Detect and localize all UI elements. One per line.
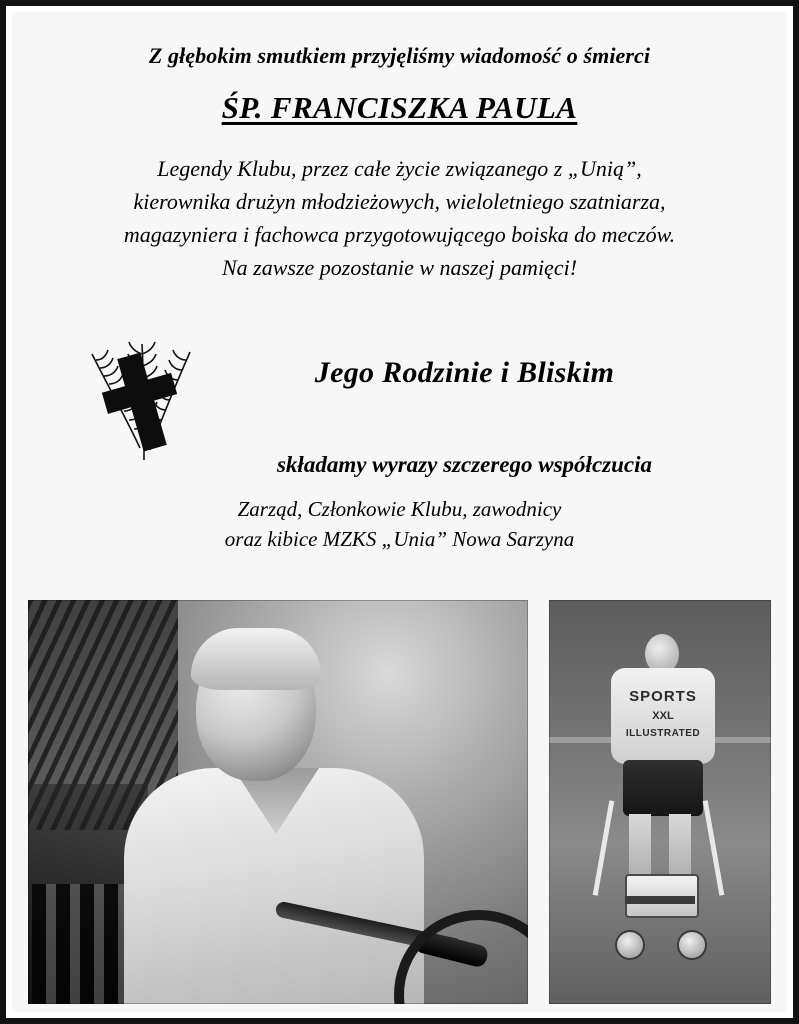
photo-man-line-marker [549, 600, 771, 1004]
notice-text-area [12, 12, 787, 568]
photo-right-machine-strip [625, 896, 695, 904]
condolence-sub-line: składamy wyrazy szczerego współczucia [276, 451, 652, 477]
bio-line-2: kierownika drużyn młodzieżowych, wieloletniego szatniarza, [133, 188, 666, 214]
notice-inner [12, 12, 787, 1012]
photo-right-shorts [623, 760, 703, 816]
photo-left-hair [191, 628, 321, 690]
bio-line-4: Na zawsze pozostanie w naszej pamięci! [221, 254, 578, 280]
photo-right-shirt-text-1: SPORTS [629, 688, 697, 705]
signature-line-1: Zarząd, Członkowie Klubu, zawodnicy [237, 496, 562, 521]
photo-right-machine-wheel-right [677, 930, 707, 960]
signature-line-2: oraz kibice MZKS „Unia” Nowa Sarzyna [224, 526, 575, 551]
photo-left-bicycle [274, 892, 524, 1004]
photo-man-seated [28, 600, 528, 1004]
condolence-text-wrap [196, 344, 733, 478]
photo-right-shirt-text-2: XXL [652, 710, 674, 722]
signature-block [46, 494, 753, 555]
photo-right-machine-wheel-left [615, 930, 645, 960]
announcement-line: Z głębokim smutkiem przyjęliśmy wiadomość o śmierci [148, 43, 651, 68]
condolence-main-line: Jego Rodzinie i Bliskim [314, 355, 615, 389]
bio-line-3: magazyniera i fachowca przygotowującego boiska do meczów. [123, 221, 676, 247]
bio-line-1: Legendy Klubu, przez całe życie związanego z „Unią”, [157, 155, 642, 181]
photo-right-line-marking-machine [607, 850, 715, 968]
deceased-name: ŚP. FRANCISZKA PAULA [221, 89, 578, 125]
condolence-section [46, 318, 753, 568]
photo-gallery [12, 600, 787, 1012]
photo-left-wheel [394, 910, 528, 1004]
photo-right-shirt-text-3: ILLUSTRATED [625, 728, 701, 739]
mourning-cross-with-ferns-icon [78, 326, 208, 476]
biography-block [46, 152, 753, 284]
